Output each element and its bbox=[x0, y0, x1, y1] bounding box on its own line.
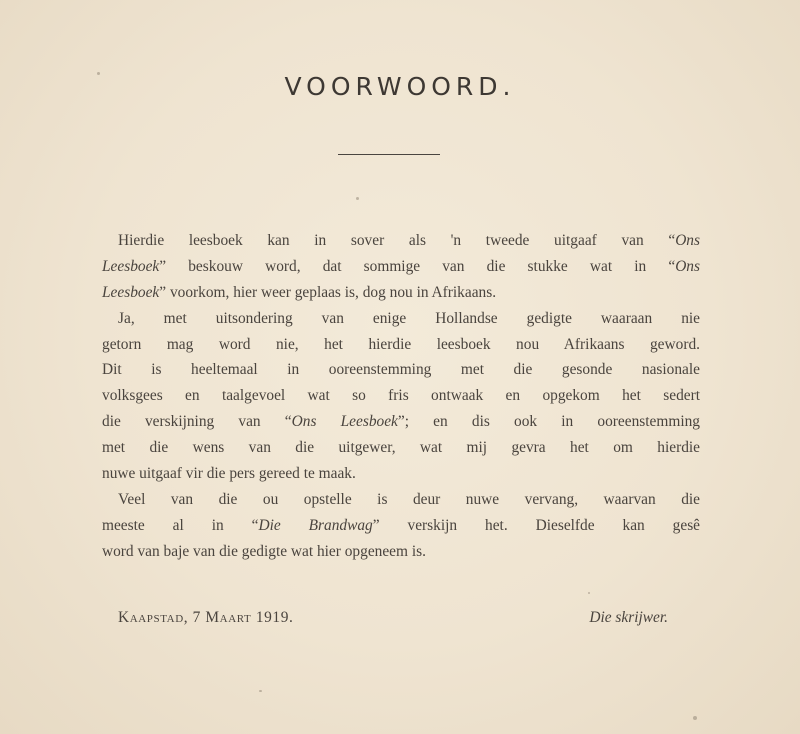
paragraph-2-line-1: Ja, met uitsondering van enige Hollandse gedigte waaraan nie bbox=[118, 309, 700, 327]
paper-speck bbox=[259, 690, 262, 692]
paragraph-2-line-4: volksgees en taalgevoel wat so fris ontwaak en opgekom het sedert bbox=[102, 387, 700, 405]
paragraph-2-line-3: Dit is heeltemaal in ooreenstemming met die gesonde nasionale bbox=[102, 361, 700, 379]
preface-body bbox=[102, 228, 700, 565]
paragraph-1-line-3: Leesboek” voorkom, hier weer geplaas is, dog nou in Afrikaans. bbox=[102, 283, 497, 301]
title-divider bbox=[338, 154, 440, 155]
paragraph-2-line-6: met die wens van die uitgewer, wat mij gevra het om hierdie bbox=[102, 439, 700, 457]
paper-speck bbox=[356, 197, 359, 200]
paper-speck bbox=[693, 716, 697, 720]
paragraph-1-line-1: Hierdie leesboek kan in sover als 'n tweede uitgaaf van “Ons bbox=[118, 232, 700, 249]
paper-speck bbox=[588, 592, 590, 594]
paragraph-2-line-5: die verskijning van “Ons Leesboek”; en dis ook in ooreenstemming bbox=[102, 413, 700, 431]
page-title: VOORWOORD. bbox=[284, 72, 516, 101]
paragraph-2-line-2: getorn mag word nie, het hierdie leesboek nou Afrikaans geword. bbox=[102, 335, 700, 353]
paragraph-3-line-2: meeste al in “Die Brandwag” verskijn het. Dieselfde kan gesê bbox=[102, 516, 701, 534]
paragraph-3-line-3: word van baje van die gedigte wat hier opgeneem is. bbox=[102, 542, 426, 560]
paragraph-1-line-2: Leesboek” beskouw word, dat sommige van die stukke wat in “Ons bbox=[102, 257, 700, 275]
paragraph-2-line-7: nuwe uitgaaf vir die pers gereed te maak. bbox=[102, 465, 356, 483]
place-and-date: Kaapstad, 7 Maart 1919. bbox=[118, 609, 294, 626]
paragraph-3-line-1: Veel van die ou opstelle is deur nuwe vervang, waarvan die bbox=[118, 490, 700, 508]
paper-speck bbox=[97, 72, 100, 75]
author-signature: Die skrijwer. bbox=[589, 609, 668, 626]
